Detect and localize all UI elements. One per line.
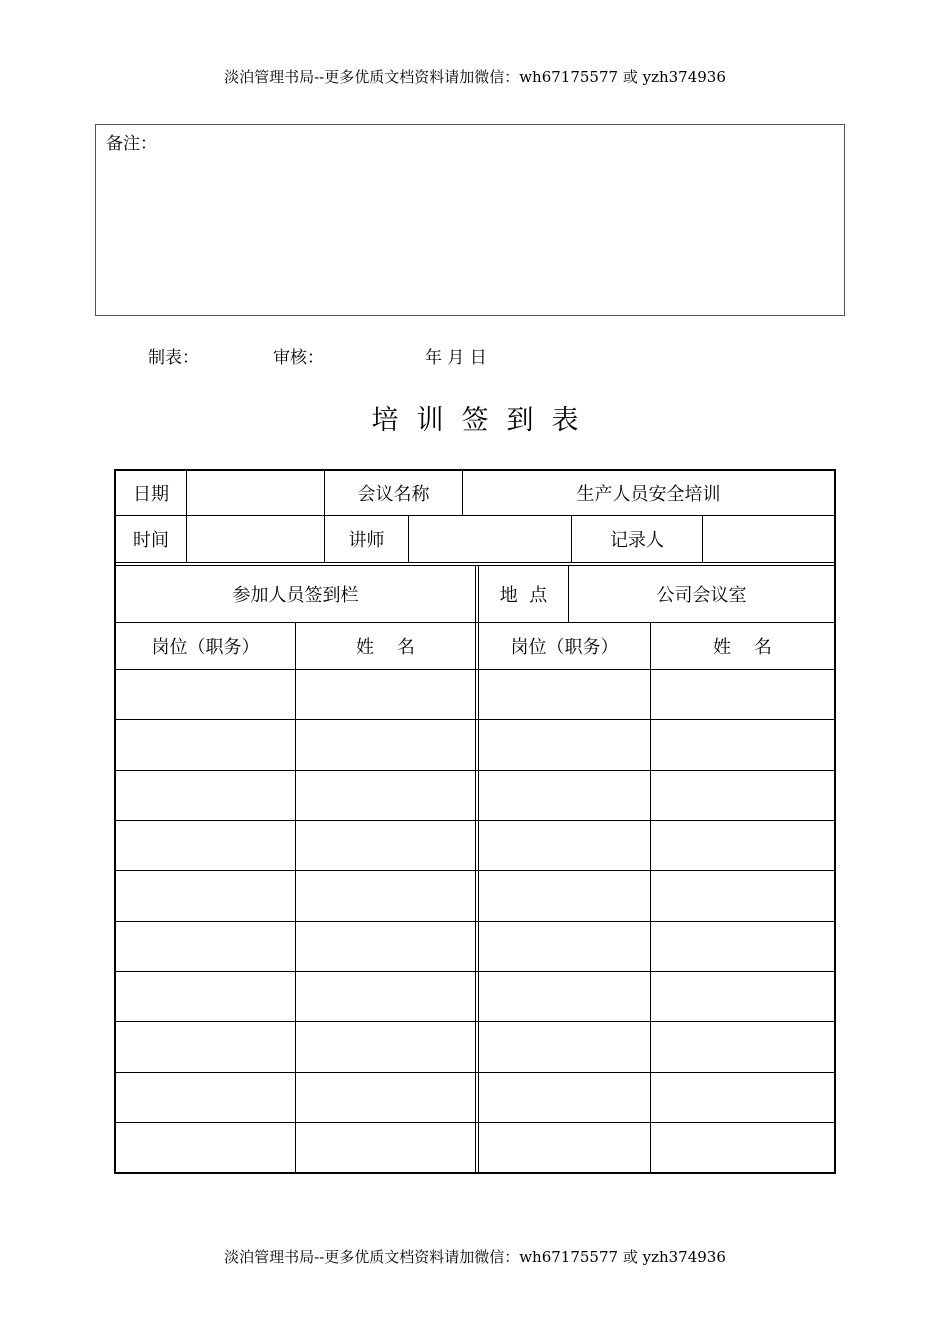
position-cell[interactable] bbox=[479, 670, 650, 719]
column-header-position: 岗位（职务） bbox=[151, 637, 260, 658]
position-cell[interactable] bbox=[116, 821, 295, 870]
name-cell[interactable] bbox=[296, 821, 475, 870]
meeting-name-label: 会议名称 bbox=[357, 484, 430, 505]
name-cell[interactable] bbox=[296, 871, 475, 921]
position-cell[interactable] bbox=[116, 1123, 295, 1172]
name-cell[interactable] bbox=[296, 1073, 475, 1122]
name-cell[interactable] bbox=[296, 922, 475, 971]
page-footer: 淡泊管理书局--更多优质文档资料请加微信：wh67175577 或 yzh374936 bbox=[224, 1248, 726, 1266]
recorder-label: 记录人 bbox=[610, 530, 664, 551]
name-cell[interactable] bbox=[651, 1073, 834, 1122]
column-header-name: 姓 名 bbox=[713, 637, 772, 658]
name-cell[interactable] bbox=[296, 972, 475, 1021]
position-cell[interactable] bbox=[116, 720, 295, 770]
column-header-name: 姓 名 bbox=[356, 637, 415, 658]
name-cell[interactable] bbox=[651, 670, 834, 719]
name-cell[interactable] bbox=[651, 720, 834, 770]
location-label: 地 点 bbox=[499, 585, 548, 606]
recorder-value[interactable] bbox=[703, 516, 834, 562]
name-cell[interactable] bbox=[651, 972, 834, 1021]
position-cell[interactable] bbox=[479, 771, 650, 820]
lecturer-label: 讲师 bbox=[348, 530, 385, 551]
position-cell[interactable] bbox=[479, 1022, 650, 1072]
position-cell[interactable] bbox=[116, 972, 295, 1021]
position-cell[interactable] bbox=[116, 771, 295, 820]
name-cell[interactable] bbox=[296, 771, 475, 820]
time-label: 时间 bbox=[133, 530, 169, 551]
made-by-label: 制表： bbox=[148, 348, 199, 368]
position-cell[interactable] bbox=[479, 821, 650, 870]
position-cell[interactable] bbox=[479, 972, 650, 1021]
column-header-position: 岗位（职务） bbox=[510, 637, 619, 658]
position-cell[interactable] bbox=[116, 670, 295, 719]
name-cell[interactable] bbox=[651, 821, 834, 870]
position-cell[interactable] bbox=[116, 1073, 295, 1122]
name-cell[interactable] bbox=[651, 1022, 834, 1072]
name-cell[interactable] bbox=[296, 670, 475, 719]
position-cell[interactable] bbox=[479, 720, 650, 770]
name-cell[interactable] bbox=[296, 1123, 475, 1172]
name-cell[interactable] bbox=[651, 922, 834, 971]
position-cell[interactable] bbox=[479, 1123, 650, 1172]
attendance-section-label: 参加人员签到栏 bbox=[232, 585, 359, 606]
name-cell[interactable] bbox=[296, 1022, 475, 1072]
location-value[interactable]: 公司会议室 bbox=[656, 585, 747, 606]
meeting-name-value[interactable]: 生产人员安全培训 bbox=[576, 484, 721, 505]
frame-right bbox=[834, 469, 836, 1174]
page-title: 培训签到表 bbox=[371, 405, 597, 436]
date-label: 年 月 日 bbox=[425, 348, 487, 368]
time-value[interactable] bbox=[187, 516, 324, 562]
page-header: 淡泊管理书局--更多优质文档资料请加微信：wh67175577 或 yzh374936 bbox=[224, 68, 726, 86]
position-cell[interactable] bbox=[116, 922, 295, 971]
name-cell[interactable] bbox=[296, 720, 475, 770]
lecturer-value[interactable] bbox=[409, 516, 571, 562]
date-label: 日期 bbox=[133, 484, 169, 505]
position-cell[interactable] bbox=[479, 871, 650, 921]
position-cell[interactable] bbox=[116, 871, 295, 921]
name-cell[interactable] bbox=[651, 871, 834, 921]
info-bottom-line1 bbox=[114, 562, 836, 563]
position-cell[interactable] bbox=[479, 922, 650, 971]
name-cell[interactable] bbox=[651, 1123, 834, 1172]
name-cell[interactable] bbox=[651, 771, 834, 820]
remarks-label: 备注： bbox=[106, 134, 157, 154]
position-cell[interactable] bbox=[479, 1073, 650, 1122]
reviewed-by-label: 审核： bbox=[273, 348, 324, 368]
position-cell[interactable] bbox=[116, 1022, 295, 1072]
date-value[interactable] bbox=[187, 471, 324, 515]
